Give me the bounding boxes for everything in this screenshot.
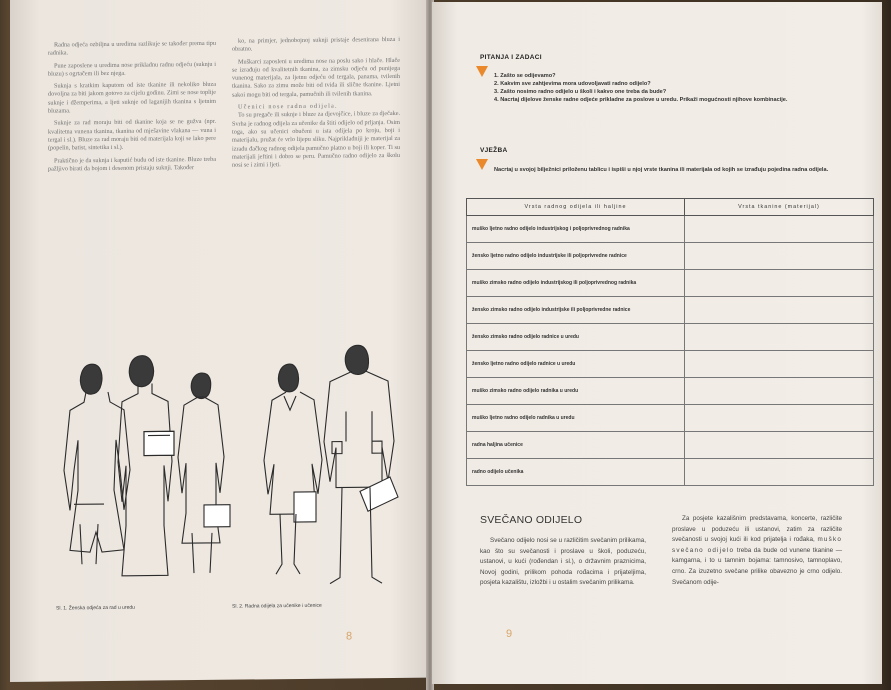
figure-women-office-wear: [52, 353, 242, 585]
question-item: 1. Zašto se odijevamo?: [494, 73, 556, 79]
table-cell-empty: [685, 297, 874, 324]
questions-list: [494, 72, 864, 104]
paragraph: Svečano odijelo nosi se u različitim svečanim prilikama, kao što su svečanosti i proslave u školi, poduzeću, ustanovi, u kući (rođendan i sl.), o državnim praznicima, Novoj godini, prilikom pohoda rođacima i prijateljima, posjeta kazalištu, izložbi i u ostalim svečanim prilikama.: [480, 537, 646, 587]
formal-wear-text-left: [480, 536, 646, 589]
paragraph: Suknja s kratkim kaputom od iste tkanine ili nekoliko bluza dovoljna za biti jakom gotovo za cijelu godinu. Zimi se nose toplije suknje i džemperima, a ljeti suknje od laganijih tkanina s ljetnim bluzama.: [48, 81, 216, 115]
table-row: [467, 351, 874, 378]
exercise-task: Nacrtaj u svojoj bilježnici priloženu tablicu i ispiši u njoj vrste tkanina ili materijala od kojih se izrađuju pojedina radna odijela.: [494, 167, 829, 173]
paragraph: ko, na primjer, jednobojnoj suknji pristaje desenirana bluza i obratno.: [232, 35, 400, 53]
table-cell: žensko zimsko radno odijelo industrijske ili poljoprivredne radnice: [467, 297, 685, 324]
table-row: [467, 243, 874, 270]
table-cell-empty: [685, 243, 874, 270]
table-row: [467, 216, 874, 243]
table-row: [467, 324, 874, 351]
paragraph: [672, 514, 842, 588]
table-cell: muško ljetno radno odijelo radnika u uredu: [467, 405, 685, 432]
triangle-marker-icon: [476, 66, 488, 77]
table-cell: muško ljetno radno odijelo industrijskog i poljoprivrednog radnika: [467, 216, 685, 243]
text-run: treba da bude od vunene tkanine — kamgarna, i to u tamnim bojama: tamnosivo, tamnoplavo, crno. Za izuzetno svečane prilike obavezno je crno odijelo. Svečanom odije-: [672, 546, 842, 586]
inline-heading: Učenici nose radna odijela.: [238, 102, 338, 111]
table-row: [467, 270, 874, 297]
text-run: Za posjete kazališnim predstavama, koncerte, različite proslave u poduzeću ili ustanovi, zatim za različite svečanosti u svojoj kući ili kod prijatelja i rođaka,: [672, 515, 842, 544]
table-cell-empty: [685, 432, 874, 459]
table-cell: žensko ljetno radno odijelo industrijske ili poljoprivredne radnice: [467, 243, 685, 270]
table-row: [467, 405, 874, 432]
paragraph: Praktično je da suknja i kaputić budu od iste tkanine. Bluze treba pažljivo birati da bojom i desenom pristaju suknji. Također: [48, 155, 216, 173]
table-cell: žensko zimsko radno odijelo radnice u uredu: [467, 324, 685, 351]
question-item: 2. Kakvim sve zahtjevima mora udovoljavati radno odijelo?: [494, 81, 651, 87]
table-cell-empty: [685, 459, 874, 486]
figure-caption-2: Sl. 2. Radna odijela za učenike i učenice: [232, 602, 322, 610]
table-row: [467, 297, 874, 324]
table-cell-empty: [685, 378, 874, 405]
triangle-marker-icon: [476, 159, 488, 170]
table-cell: muško zimsko radno odijelo radnika u uredu: [467, 378, 685, 405]
table-cell: muško zimsko radno odijelo industrijskog ili poljoprivrednog radnika: [467, 270, 685, 297]
table-cell: radna haljina učenice: [467, 432, 685, 459]
left-page: [10, 0, 428, 682]
paragraph: Radna odjeća ozbiljna u uredima razlikuje se također prema tipu radnika.: [48, 39, 216, 57]
table-cell: žensko ljetno radno odijelo radnice u uredu: [467, 351, 685, 378]
section-title-formal-wear: SVEČANO ODIJELO: [480, 514, 583, 526]
table-header: Vrsta radnog odijela ili haljine: [467, 199, 685, 216]
page-number-left: 8: [346, 630, 353, 643]
page-number-right: 9: [506, 628, 513, 640]
table-row: [467, 459, 874, 486]
section-title-exercise: VJEŽBA: [480, 147, 508, 154]
paragraph: Suknje za rad moraju biti od tkanine koja se ne gužva (npr. kvalitetna vunena tkanina, tkanina od mješavine vlakana — vuna i tergal i sl.). Bluze za rad moraju biti od materijala koji se lako pere (popelin, batist, sintetika i sl.).: [48, 118, 216, 152]
formal-wear-text-right: [672, 514, 842, 588]
clothing-materials-table: [466, 198, 874, 486]
figure-caption-1: Sl. 1. Ženska odjeća za rad u uredu: [56, 604, 135, 612]
table-cell-empty: [685, 351, 874, 378]
question-item: 3. Zašto nosimo radno odijelo u školi i kakvo one treba da bude?: [494, 89, 667, 95]
paragraph: Pune zaposlene u uredima nose prikladnu radnu odjeću (suknju i bluzu) s ogrtačem ili bez njega.: [48, 60, 216, 78]
section-title-questions: PITANJA I ZADACI: [480, 54, 542, 61]
table-row: [467, 378, 874, 405]
left-text-column-2: [232, 36, 400, 174]
right-page: [432, 2, 882, 684]
table-cell-empty: [685, 216, 874, 243]
table-cell: radno odijelo učenika: [467, 459, 685, 486]
left-text-column-1: [48, 40, 216, 178]
table-row: [467, 432, 874, 459]
table-cell-empty: [685, 270, 874, 297]
table-cell-empty: [685, 405, 874, 432]
table-header-row: [467, 199, 874, 216]
table-cell-empty: [685, 324, 874, 351]
question-item: 4. Nacrtaj dijelove ženske radne odjeće prikladne za poslove u uredu. Prikaži mogućnosti njihove kombinacije.: [494, 97, 788, 103]
figure-students-work-clothes: [246, 341, 406, 593]
inline-heading: muško svečano odijelo: [672, 536, 843, 554]
paragraph: Muškarci zaposleni u uredima nose na poslu sako i hlače. Hlače se izrađuju od kvalitetnih tkanina, za zimsku odjeću od punijega vunenog materijala, za ljetnu odjeću od tergala, panama, tvilenih tkanina. Sako za zimu može biti od tvida ili slične tkanine. Ljetni sakoi mogu biti od tergala, pamučnih ili tvilenih tkanina.: [232, 56, 400, 99]
table-header: Vrsta tkanine (materijal): [685, 199, 874, 216]
paragraph: To su pregače ili suknje i bluze za djevojčice, i bluze za dječake. Svrha je radnog odijela za učenike da štiti odijelo od prljanja. Osim toga, ako su učenici obučeni u ista odijela po kroju, boji i materijalu, pružat će vrlo lijepu sliku. Najprikladniji je materijal za izradu đačkog radnog odijela pamučno platno u boji ili koper. Ti su materijali jeftini i dobro se peru. Pamučno radno odijelo za školu nosi se i zimi i ljeti.: [232, 110, 400, 169]
